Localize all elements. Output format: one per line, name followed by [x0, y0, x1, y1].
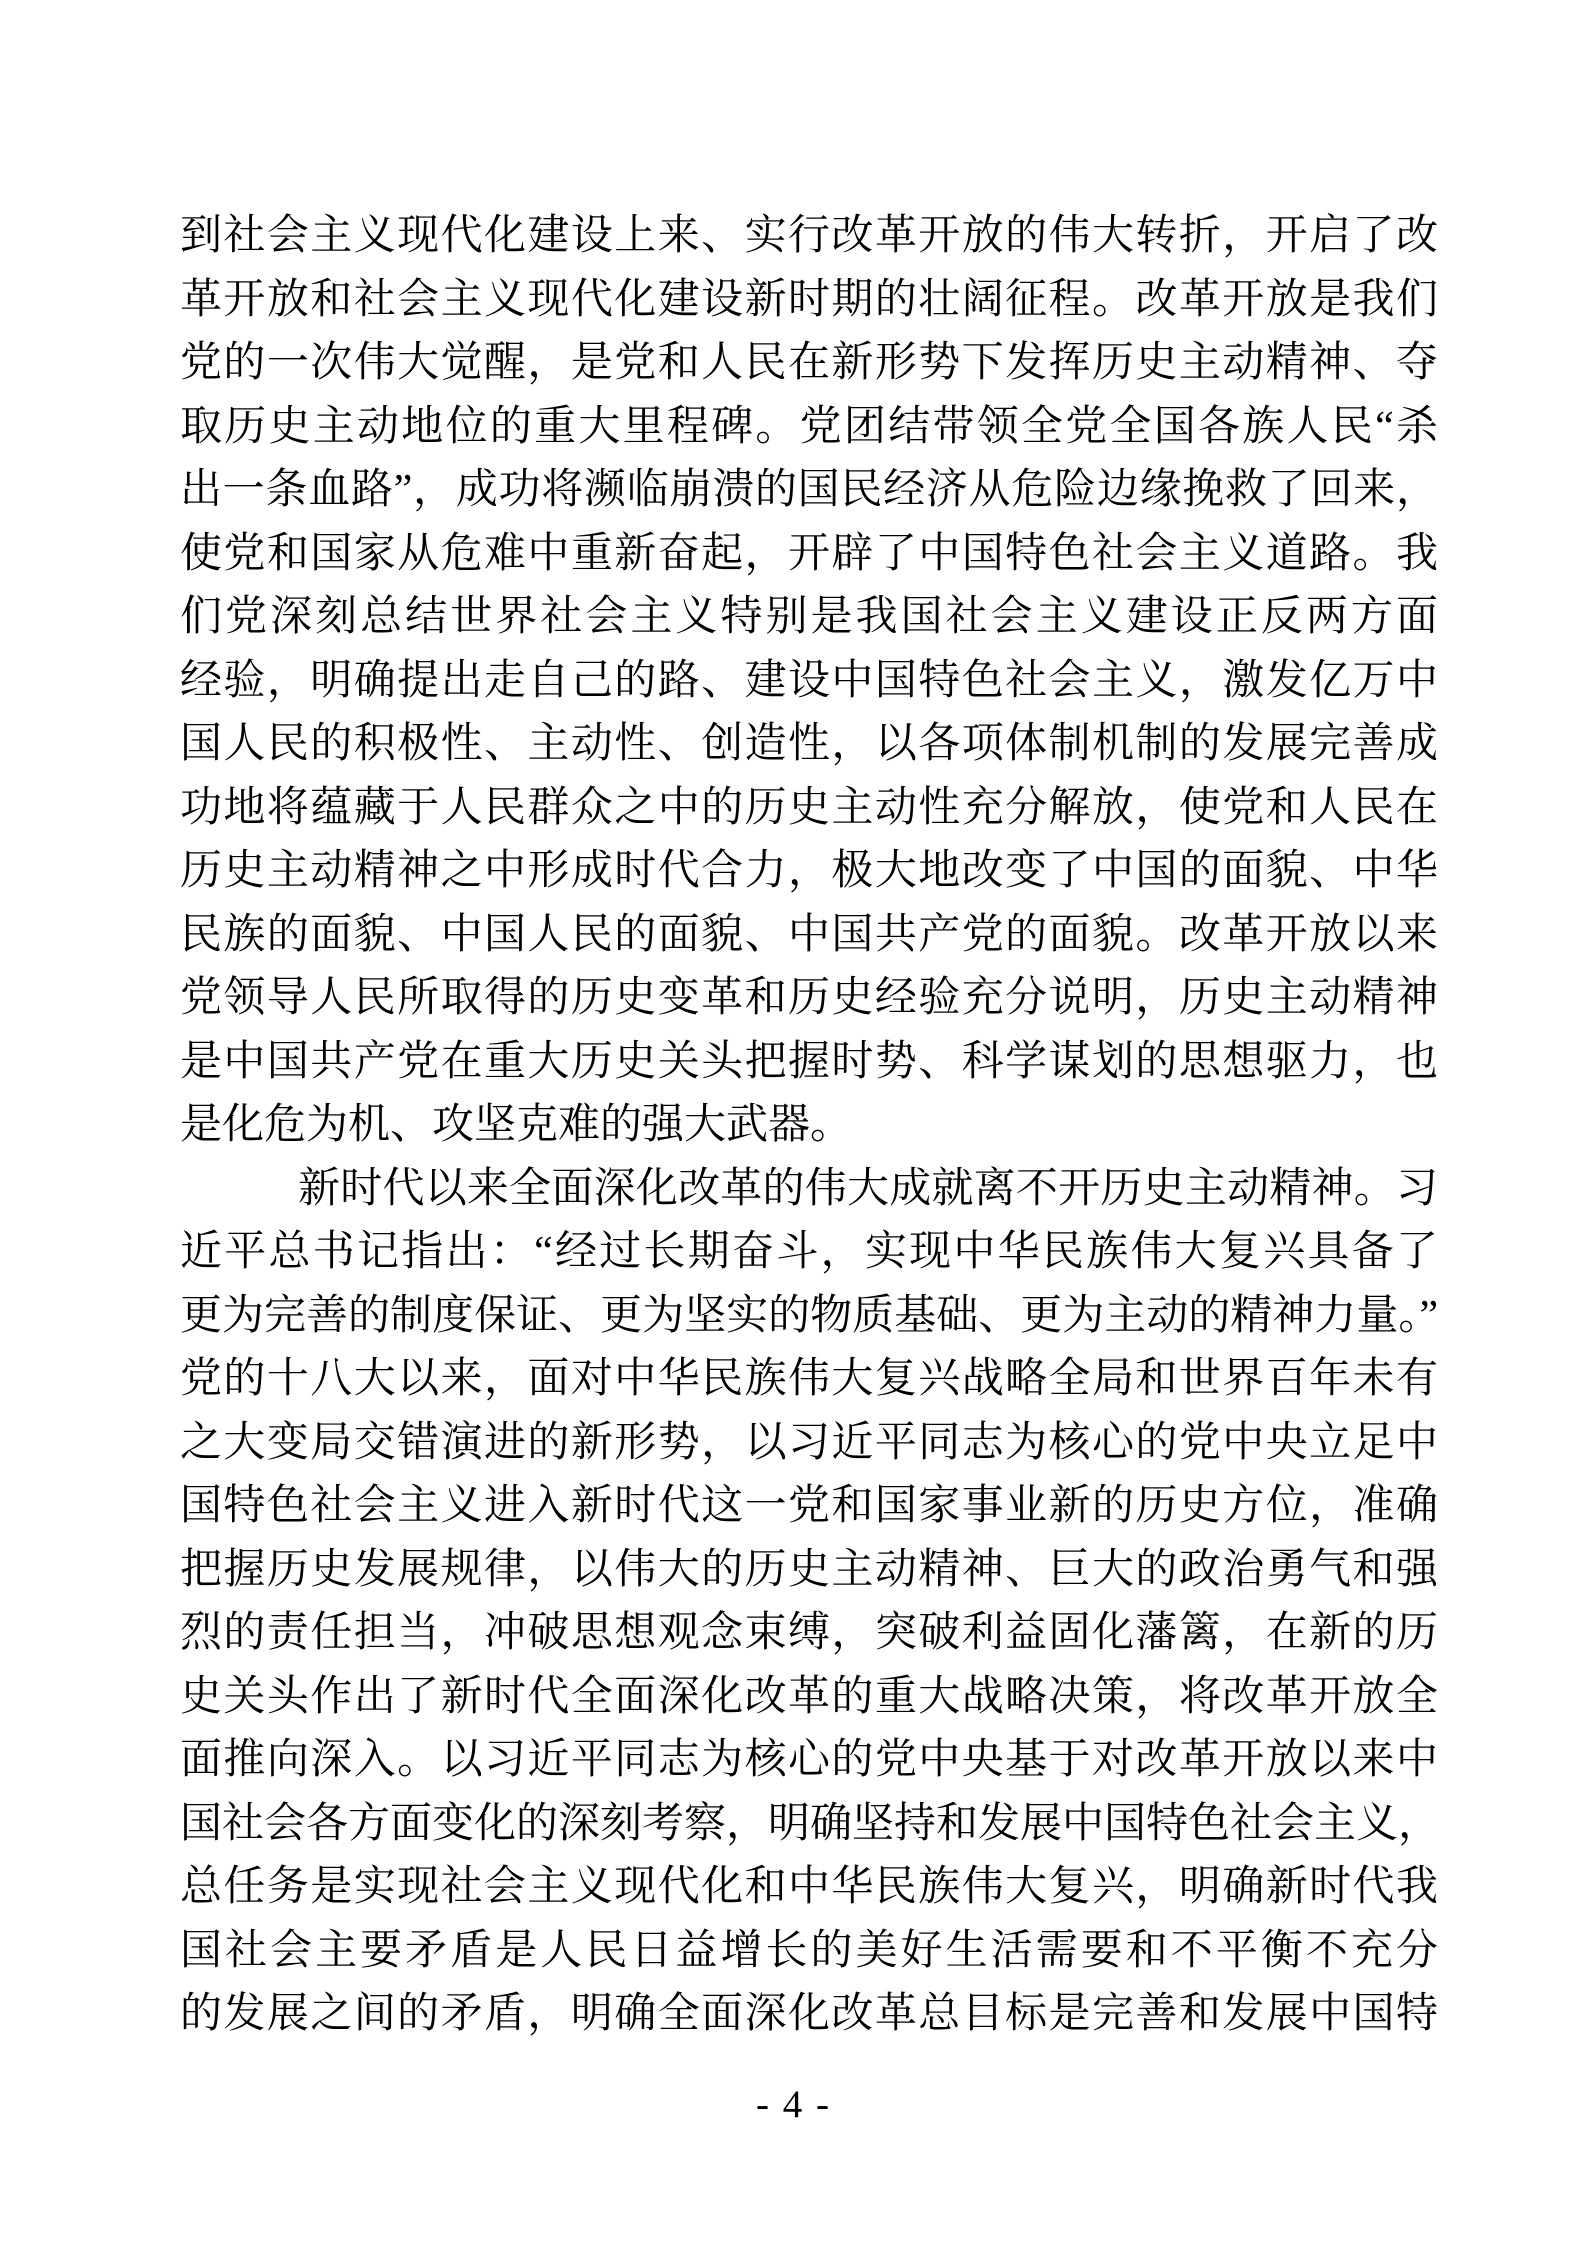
text-line: 总任务是实现社会主义现代化和中华民族伟大复兴，明确新时代我: [180, 1864, 1438, 1910]
text-line: 近平总书记指出：“经过长期奋斗，实现中华民族伟大复兴具备了: [180, 1229, 1438, 1275]
text-line: 之大变局交错演进的新形势，以习近平同志为核心的党中央立足中: [180, 1419, 1438, 1466]
text-line: 更为完善的制度保证、更为坚实的物质基础、更为主动的精神力量。”: [180, 1292, 1438, 1339]
text-line: 党领导人民所取得的历史变革和历史经验充分说明，历史主动精神: [180, 975, 1438, 1021]
text-line: 党的一次伟大觉醒，是党和人民在新形势下发挥历史主动精神、夺: [180, 340, 1438, 386]
page-number: - 4 -: [756, 2083, 831, 2126]
text-line: 革开放和社会主义现代化建设新时期的壮阔征程。改革开放是我们: [180, 276, 1438, 323]
text-line: 把握历史发展规律，以伟大的历史主动精神、巨大的政治勇气和强: [180, 1546, 1438, 1593]
text-line: 国人民的积极性、主动性、创造性，以各项体制机制的发展完善成: [180, 721, 1438, 767]
text-line: 的发展之间的矛盾，明确全面深化改革总目标是完善和发展中国特: [180, 1991, 1438, 2037]
text-line: 历史主动精神之中形成时代合力，极大地改变了中国的面貌、中华: [180, 848, 1438, 894]
text-line: 民族的面貌、中国人民的面貌、中国共产党的面貌。改革开放以来: [180, 911, 1438, 958]
text-line: 国特色社会主义进入新时代这一党和国家事业新的历史方位，准确: [180, 1483, 1438, 1529]
text-line: 到社会主义现代化建设上来、实行改革开放的伟大转折，开启了改: [180, 213, 1438, 259]
text-line: 史关头作出了新时代全面深化改革的重大战略决策，将改革开放全: [180, 1673, 1438, 1720]
text-line: 新时代以来全面深化改革的伟大成就离不开历史主动精神。习: [298, 1165, 1438, 1212]
text-line: 功地将蕴藏于人民群众之中的历史主动性充分解放，使党和人民在: [180, 784, 1438, 831]
text-line: 出一条血路”，成功将濒临崩溃的国民经济从危险边缘挽救了回来，: [180, 467, 1438, 513]
text-line: 国社会主要矛盾是人民日益增长的美好生活需要和不平衡不充分: [180, 1927, 1438, 1974]
body-text: [180, 205, 1441, 2047]
text-line: 党的十八大以来，面对中华民族伟大复兴战略全局和世界百年未有: [180, 1356, 1438, 1402]
text-line: 取历史主动地位的重大里程碑。党团结带领全党全国各族人民“杀: [180, 403, 1438, 450]
text-line: 使党和国家从危难中重新奋起，开辟了中国特色社会主义道路。我: [180, 530, 1438, 577]
text-line: 是中国共产党在重大历史关头把握时势、科学谋划的思想驱力，也: [180, 1038, 1438, 1085]
text-line: 经验，明确提出走自己的路、建设中国特色社会主义，激发亿万中: [180, 657, 1438, 704]
text-line: 烈的责任担当，冲破思想观念束缚，突破利益固化藩篱，在新的历: [180, 1610, 1438, 1656]
text-line: 是化危为机、攻坚克难的强大武器。: [180, 1102, 853, 1148]
text-line: 面推向深入。以习近平同志为核心的党中央基于对改革开放以来中: [180, 1737, 1438, 1783]
text-line: 国社会各方面变化的深刻考察，明确坚持和发展中国特色社会主义，: [180, 1800, 1441, 1847]
text-line: 们党深刻总结世界社会主义特别是我国社会主义建设正反两方面: [180, 594, 1438, 640]
